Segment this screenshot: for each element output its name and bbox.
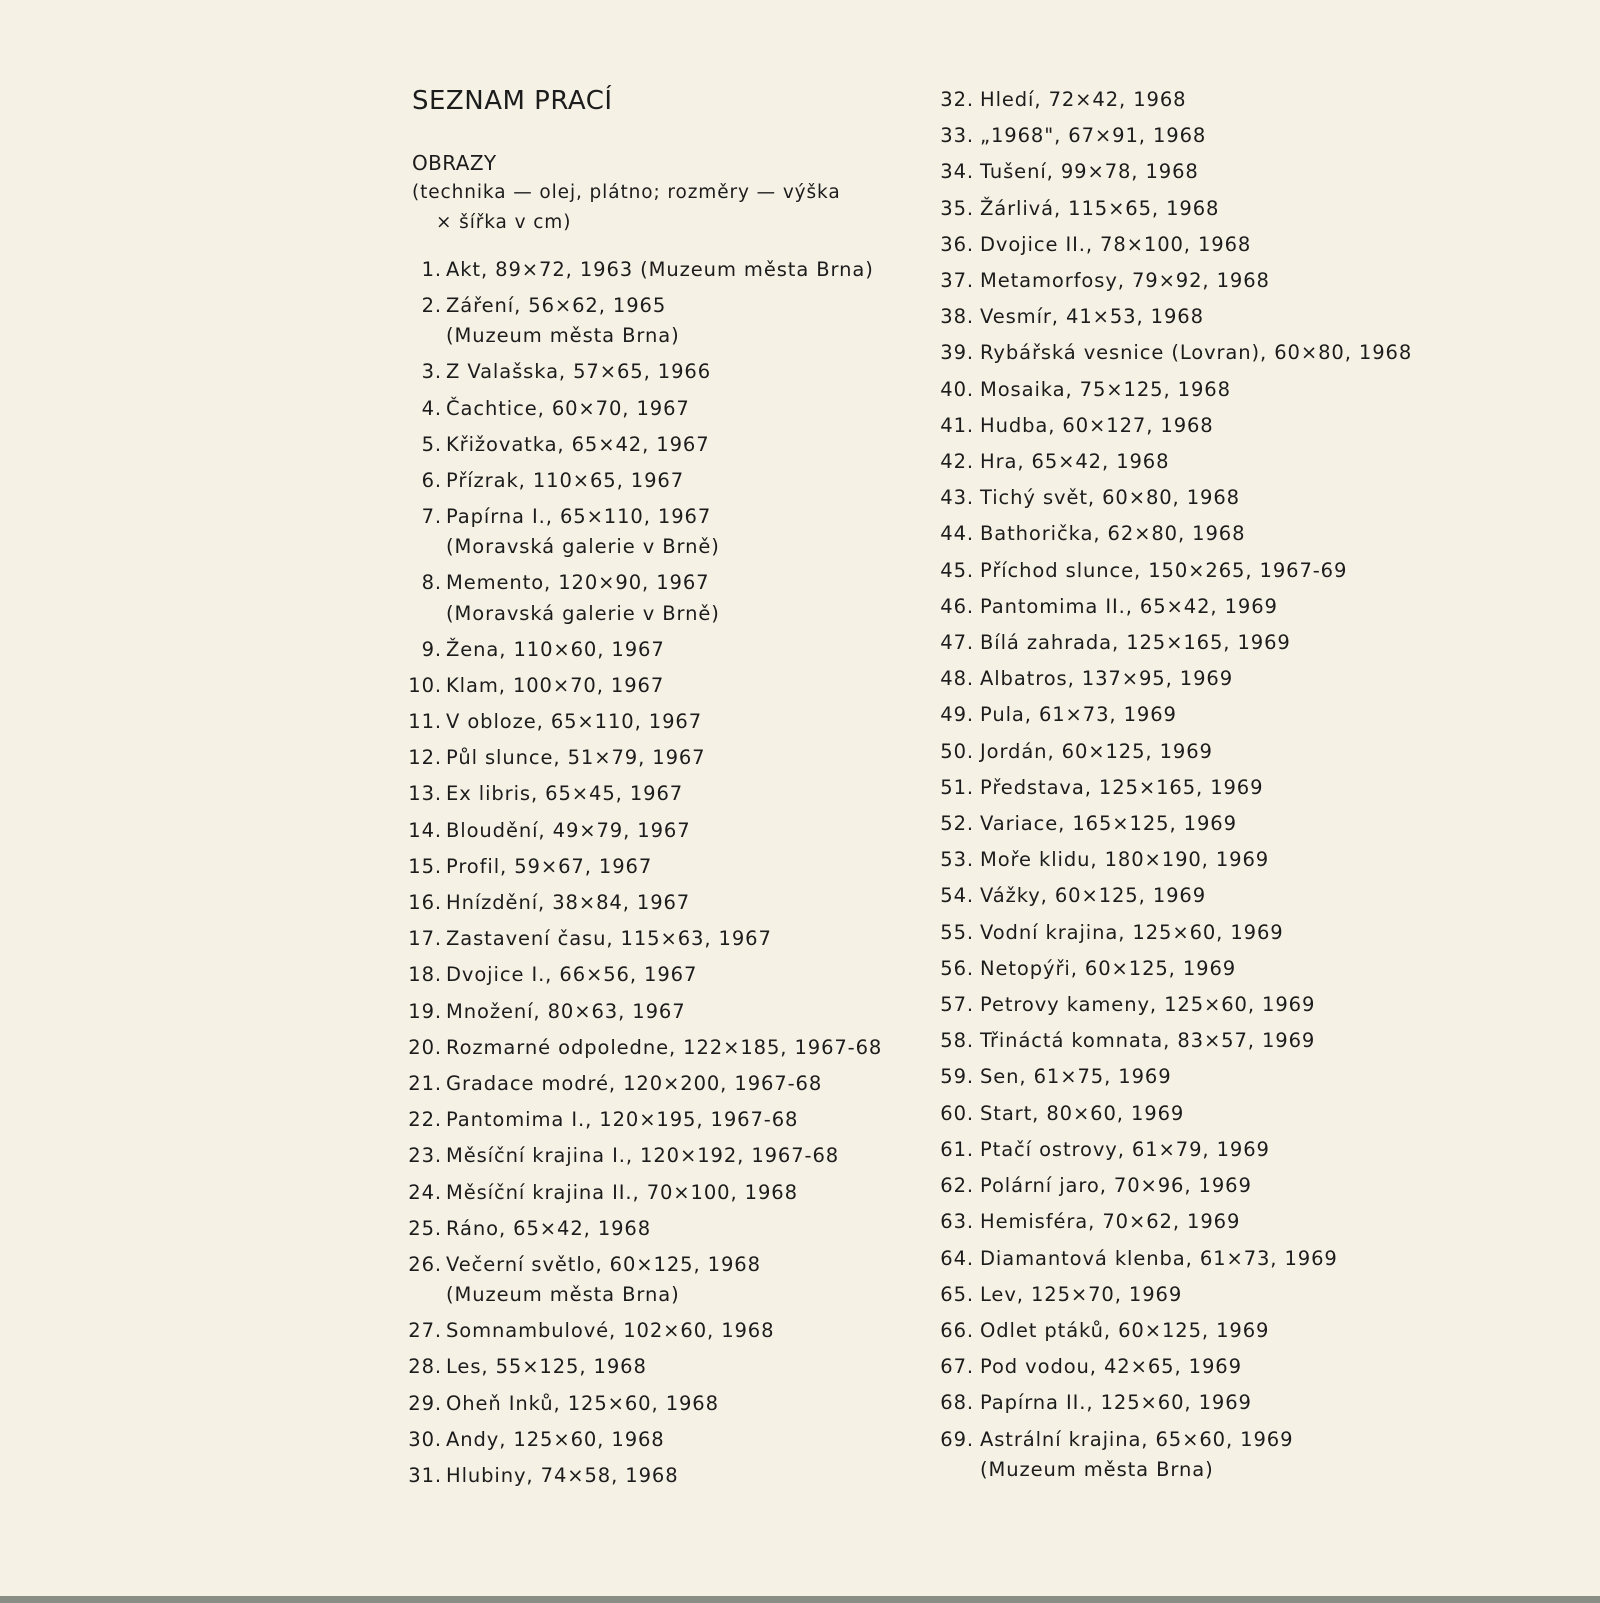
item-text: Tušení, 99×78, 1968 bbox=[980, 160, 1199, 184]
list-item bbox=[938, 191, 1438, 227]
list-item bbox=[938, 118, 1438, 154]
item-text: Křižovatka, 65×42, 1967 bbox=[446, 432, 710, 456]
item-number: 18. bbox=[408, 963, 442, 987]
item-number: 5. bbox=[421, 432, 442, 456]
item-number: 17. bbox=[408, 927, 442, 951]
item-number: 32. bbox=[940, 88, 974, 111]
item-number: 25. bbox=[408, 1216, 442, 1240]
item-number: 48. bbox=[940, 667, 974, 691]
item-text: Hlubiny, 74×58, 1968 bbox=[446, 1464, 679, 1488]
list-item bbox=[412, 427, 912, 463]
list-item bbox=[412, 499, 912, 562]
item-number: 45. bbox=[940, 558, 974, 582]
works-list-right bbox=[938, 82, 1438, 1485]
list-item bbox=[408, 1386, 912, 1422]
item-number: 62. bbox=[940, 1174, 974, 1198]
list-item bbox=[938, 951, 1438, 987]
list-item bbox=[408, 921, 912, 957]
item-text: Dvojice II., 78×100, 1968 bbox=[980, 232, 1252, 256]
item-text: Bloudění, 49×79, 1967 bbox=[446, 818, 691, 842]
item-number: 66. bbox=[940, 1318, 974, 1342]
item-number: 65. bbox=[940, 1282, 974, 1306]
page-bottom-edge bbox=[0, 1596, 1600, 1603]
item-text: Papírna II., 125×60, 1969 bbox=[980, 1391, 1252, 1415]
item-text: Profil, 59×67, 1967 bbox=[446, 854, 653, 878]
list-item bbox=[938, 1349, 1438, 1385]
item-text: Klam, 100×70, 1967 bbox=[446, 673, 665, 697]
list-item bbox=[408, 740, 912, 776]
item-number: 19. bbox=[408, 999, 442, 1023]
item-text: Mosaika, 75×125, 1968 bbox=[980, 377, 1231, 401]
item-text: Oheň Inků, 125×60, 1968 bbox=[446, 1391, 719, 1415]
item-number: 47. bbox=[940, 631, 974, 655]
item-text: Astrální krajina, 65×60, 1969 bbox=[980, 1427, 1294, 1451]
item-number: 38. bbox=[940, 305, 974, 329]
technique-note-line2: × šířka v cm) bbox=[436, 212, 572, 233]
list-item bbox=[938, 154, 1438, 190]
item-text: Vesmír, 41×53, 1968 bbox=[980, 305, 1204, 329]
list-item bbox=[938, 589, 1438, 625]
item-number: 15. bbox=[408, 854, 442, 878]
item-number: 20. bbox=[408, 1035, 442, 1059]
item-text: Pantomima II., 65×42, 1969 bbox=[980, 594, 1278, 618]
item-collection: (Moravská galerie v Brně) bbox=[446, 535, 720, 559]
item-text: Petrovy kameny, 125×60, 1969 bbox=[980, 993, 1316, 1017]
item-number: 1. bbox=[421, 258, 442, 281]
item-number: 43. bbox=[940, 486, 974, 510]
item-text: Dvojice I., 66×56, 1967 bbox=[446, 963, 698, 987]
item-number: 10. bbox=[408, 673, 442, 697]
item-number: 55. bbox=[940, 920, 974, 944]
item-number: 3. bbox=[421, 360, 442, 384]
item-number: 27. bbox=[408, 1319, 442, 1343]
list-item bbox=[412, 288, 912, 351]
item-text: Třináctá komnata, 83×57, 1969 bbox=[980, 1029, 1316, 1053]
list-item bbox=[938, 1023, 1438, 1059]
list-item bbox=[408, 668, 912, 704]
item-collection: (Muzeum města Brna) bbox=[980, 1457, 1214, 1481]
list-item bbox=[408, 1313, 912, 1349]
item-number: 37. bbox=[940, 269, 974, 293]
page-title: SEZNAM PRACÍ bbox=[412, 86, 613, 116]
item-collection: (Muzeum města Brna) bbox=[446, 1283, 680, 1307]
item-text: Jordán, 60×125, 1969 bbox=[980, 739, 1213, 763]
list-item bbox=[412, 391, 912, 427]
list-item bbox=[408, 1138, 912, 1174]
technique-note-line1: (technika — olej, plátno; rozměry — výška bbox=[412, 182, 841, 203]
item-number: 46. bbox=[940, 594, 974, 618]
item-text: Rybářská vesnice (Lovran), 60×80, 1968 bbox=[980, 341, 1413, 365]
list-item bbox=[938, 734, 1438, 770]
item-number: 11. bbox=[408, 710, 442, 734]
item-number: 39. bbox=[940, 341, 974, 365]
list-item bbox=[408, 994, 912, 1030]
item-text: Odlet ptáků, 60×125, 1969 bbox=[980, 1318, 1270, 1342]
item-number: 8. bbox=[421, 571, 442, 595]
list-item bbox=[408, 1102, 912, 1138]
right-column bbox=[938, 82, 1438, 1488]
list-item bbox=[408, 1066, 912, 1102]
item-number: 13. bbox=[408, 782, 442, 806]
item-text: Hudba, 60×127, 1968 bbox=[980, 413, 1214, 437]
item-number: 33. bbox=[940, 124, 974, 148]
item-text: Start, 80×60, 1969 bbox=[980, 1101, 1185, 1125]
item-text: Sen, 61×75, 1969 bbox=[980, 1065, 1172, 1089]
item-number: 57. bbox=[940, 993, 974, 1017]
item-number: 23. bbox=[408, 1144, 442, 1168]
item-text: Příchod slunce, 150×265, 1967-69 bbox=[980, 558, 1348, 582]
list-item bbox=[938, 372, 1438, 408]
list-item bbox=[938, 661, 1438, 697]
item-text: V obloze, 65×110, 1967 bbox=[446, 710, 703, 734]
list-item bbox=[408, 1030, 912, 1066]
left-column bbox=[408, 84, 912, 1494]
item-number: 34. bbox=[940, 160, 974, 184]
list-item bbox=[408, 885, 912, 921]
item-text: Gradace modré, 120×200, 1967-68 bbox=[446, 1072, 823, 1096]
list-item bbox=[938, 1132, 1438, 1168]
item-text: Bathorička, 62×80, 1968 bbox=[980, 522, 1246, 546]
list-item bbox=[408, 776, 912, 812]
list-item bbox=[408, 957, 912, 993]
item-text: Ráno, 65×42, 1968 bbox=[446, 1216, 652, 1240]
list-item bbox=[938, 878, 1438, 914]
item-text: Množení, 80×63, 1967 bbox=[446, 999, 686, 1023]
item-text: Pantomima I., 120×195, 1967-68 bbox=[446, 1108, 799, 1132]
item-number: 35. bbox=[940, 196, 974, 220]
item-number: 28. bbox=[408, 1355, 442, 1379]
item-text: Akt, 89×72, 1963 (Muzeum města Brna) bbox=[446, 258, 874, 281]
item-text: Z Valašska, 57×65, 1966 bbox=[446, 360, 712, 384]
item-number: 52. bbox=[940, 812, 974, 836]
item-number: 9. bbox=[421, 637, 442, 661]
item-number: 69. bbox=[940, 1427, 974, 1451]
list-item bbox=[938, 227, 1438, 263]
list-item bbox=[408, 1211, 912, 1247]
list-item bbox=[938, 806, 1438, 842]
item-number: 58. bbox=[940, 1029, 974, 1053]
item-text: Variace, 165×125, 1969 bbox=[980, 812, 1237, 836]
item-number: 2. bbox=[421, 294, 442, 318]
item-text: Hledí, 72×42, 1968 bbox=[980, 88, 1187, 111]
item-number: 31. bbox=[408, 1464, 442, 1488]
item-number: 56. bbox=[940, 956, 974, 980]
item-number: 22. bbox=[408, 1108, 442, 1132]
item-number: 68. bbox=[940, 1391, 974, 1415]
list-item bbox=[938, 82, 1438, 118]
item-text: Měsíční krajina I., 120×192, 1967-68 bbox=[446, 1144, 840, 1168]
item-text: Zastavení času, 115×63, 1967 bbox=[446, 927, 772, 951]
item-text: „1968", 67×91, 1968 bbox=[980, 124, 1207, 148]
item-number: 14. bbox=[408, 818, 442, 842]
list-item bbox=[408, 1422, 912, 1458]
list-item bbox=[938, 299, 1438, 335]
item-number: 30. bbox=[408, 1427, 442, 1451]
item-number: 61. bbox=[940, 1137, 974, 1161]
list-item bbox=[938, 1313, 1438, 1349]
item-number: 50. bbox=[940, 739, 974, 763]
list-item bbox=[412, 354, 912, 390]
item-text: Moře klidu, 180×190, 1969 bbox=[980, 848, 1270, 872]
item-number: 16. bbox=[408, 891, 442, 915]
list-item bbox=[938, 1168, 1438, 1204]
item-number: 49. bbox=[940, 703, 974, 727]
item-number: 29. bbox=[408, 1391, 442, 1415]
item-text: Vodní krajina, 125×60, 1969 bbox=[980, 920, 1284, 944]
item-number: 26. bbox=[408, 1253, 442, 1277]
item-number: 60. bbox=[940, 1101, 974, 1125]
list-item bbox=[938, 915, 1438, 951]
list-item bbox=[938, 1241, 1438, 1277]
item-text: Žena, 110×60, 1967 bbox=[446, 637, 665, 661]
item-number: 42. bbox=[940, 450, 974, 474]
item-number: 21. bbox=[408, 1072, 442, 1096]
section-title: OBRAZY bbox=[412, 151, 497, 175]
item-text: Lev, 125×70, 1969 bbox=[980, 1282, 1183, 1306]
item-text: Albatros, 137×95, 1969 bbox=[980, 667, 1234, 691]
item-text: Papírna I., 65×110, 1967 bbox=[446, 505, 712, 529]
list-item bbox=[938, 842, 1438, 878]
item-text: Představa, 125×165, 1969 bbox=[980, 775, 1264, 799]
item-text: Somnambulové, 102×60, 1968 bbox=[446, 1319, 775, 1343]
item-number: 12. bbox=[408, 746, 442, 770]
list-item bbox=[938, 770, 1438, 806]
item-number: 44. bbox=[940, 522, 974, 546]
item-number: 53. bbox=[940, 848, 974, 872]
item-number: 41. bbox=[940, 413, 974, 437]
item-text: Hemisféra, 70×62, 1969 bbox=[980, 1210, 1241, 1234]
item-text: Tichý svět, 60×80, 1968 bbox=[980, 486, 1240, 510]
item-number: 4. bbox=[421, 396, 442, 420]
item-text: Přízrak, 110×65, 1967 bbox=[446, 469, 685, 493]
item-text: Bílá zahrada, 125×165, 1969 bbox=[980, 631, 1291, 655]
item-number: 67. bbox=[940, 1355, 974, 1379]
item-number: 63. bbox=[940, 1210, 974, 1234]
list-item bbox=[408, 849, 912, 885]
list-item bbox=[938, 1204, 1438, 1240]
list-item bbox=[938, 625, 1438, 661]
item-number: 24. bbox=[408, 1180, 442, 1204]
item-text: Netopýři, 60×125, 1969 bbox=[980, 956, 1237, 980]
item-number: 64. bbox=[940, 1246, 974, 1270]
list-item bbox=[938, 1059, 1438, 1095]
item-text: Měsíční krajina II., 70×100, 1968 bbox=[446, 1180, 798, 1204]
works-list-left bbox=[408, 252, 912, 1494]
item-text: Rozmarné odpoledne, 122×185, 1967-68 bbox=[446, 1035, 883, 1059]
list-item bbox=[938, 1385, 1438, 1421]
list-item bbox=[412, 565, 912, 628]
list-item bbox=[938, 444, 1438, 480]
item-text: Pula, 61×73, 1969 bbox=[980, 703, 1177, 727]
list-item bbox=[938, 697, 1438, 733]
list-item bbox=[408, 704, 912, 740]
item-text: Záření, 56×62, 1965 bbox=[446, 294, 667, 318]
item-number: 6. bbox=[421, 469, 442, 493]
item-text: Diamantová klenba, 61×73, 1969 bbox=[980, 1246, 1338, 1270]
list-item bbox=[938, 335, 1438, 371]
item-number: 59. bbox=[940, 1065, 974, 1089]
item-collection: (Moravská galerie v Brně) bbox=[446, 601, 720, 625]
list-item bbox=[938, 1277, 1438, 1313]
item-text: Memento, 120×90, 1967 bbox=[446, 571, 710, 595]
list-item bbox=[408, 1247, 912, 1310]
item-number: 51. bbox=[940, 775, 974, 799]
list-item bbox=[412, 632, 912, 668]
list-item bbox=[408, 813, 912, 849]
list-item bbox=[938, 263, 1438, 299]
list-item bbox=[938, 1422, 1438, 1485]
list-item bbox=[408, 1175, 912, 1211]
list-item bbox=[408, 1458, 912, 1494]
item-text: Vážky, 60×125, 1969 bbox=[980, 884, 1207, 908]
item-number: 40. bbox=[940, 377, 974, 401]
item-text: Les, 55×125, 1968 bbox=[446, 1355, 647, 1379]
list-item bbox=[412, 463, 912, 499]
list-item bbox=[938, 408, 1438, 444]
item-text: Polární jaro, 70×96, 1969 bbox=[980, 1174, 1252, 1198]
list-item bbox=[938, 1096, 1438, 1132]
item-text: Žárlivá, 115×65, 1968 bbox=[980, 196, 1220, 220]
item-text: Čachtice, 60×70, 1967 bbox=[446, 396, 690, 420]
item-text: Večerní světlo, 60×125, 1968 bbox=[446, 1253, 761, 1277]
item-text: Půl slunce, 51×79, 1967 bbox=[446, 746, 706, 770]
item-number: 7. bbox=[421, 505, 442, 529]
item-text: Ptačí ostrovy, 61×79, 1969 bbox=[980, 1137, 1270, 1161]
list-item bbox=[408, 1349, 912, 1385]
list-item bbox=[412, 252, 912, 288]
item-text: Andy, 125×60, 1968 bbox=[446, 1427, 665, 1451]
item-number: 54. bbox=[940, 884, 974, 908]
list-item bbox=[938, 516, 1438, 552]
item-number: 36. bbox=[940, 232, 974, 256]
list-item bbox=[938, 987, 1438, 1023]
item-collection: (Muzeum města Brna) bbox=[446, 324, 680, 348]
item-text: Pod vodou, 42×65, 1969 bbox=[980, 1355, 1242, 1379]
item-text: Hra, 65×42, 1968 bbox=[980, 450, 1170, 474]
item-text: Hnízdění, 38×84, 1967 bbox=[446, 891, 691, 915]
list-item bbox=[938, 480, 1438, 516]
item-text: Ex libris, 65×45, 1967 bbox=[446, 782, 684, 806]
list-item bbox=[938, 553, 1438, 589]
item-text: Metamorfosy, 79×92, 1968 bbox=[980, 269, 1270, 293]
